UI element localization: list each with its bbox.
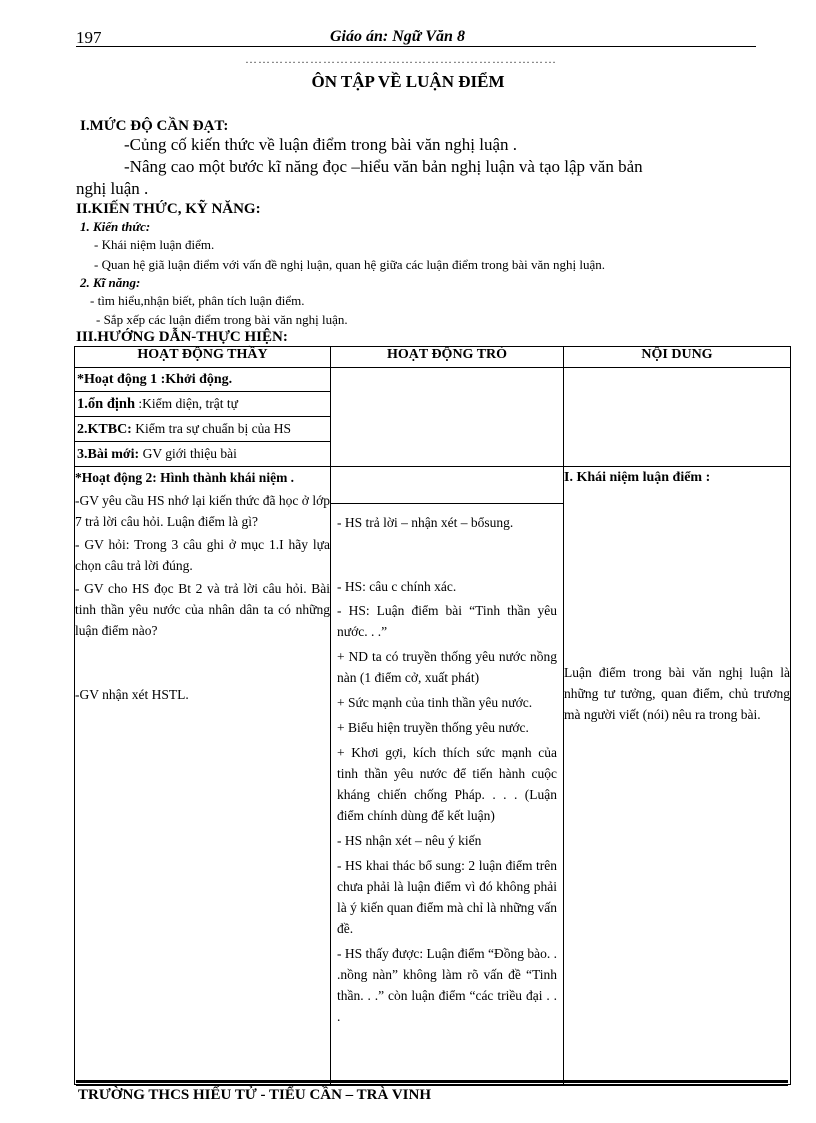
knowledge-heading: 1. Kiến thức: xyxy=(80,219,151,234)
skill-item: - tìm hiểu,nhận biết, phân tích luận điểm. xyxy=(90,293,305,308)
content-definition: Luận điểm trong bài văn nghị luận là những tư tưởng, quan điểm, chủ trương mà người viết (nói) nêu ra trong bài. xyxy=(564,665,790,722)
page-number: 197 xyxy=(76,28,102,47)
teacher-step: -GV nhận xét HSTL. xyxy=(75,687,189,702)
student-response: + Biểu hiện truyền thống yêu nước. xyxy=(337,720,529,735)
column-header-content: NỘI DUNG xyxy=(564,347,791,368)
header-divider xyxy=(76,46,756,47)
activity-2-content-cell xyxy=(564,467,791,1085)
header-dots: ……………………………………………………………… xyxy=(245,52,557,66)
footer-school-name: TRƯỜNG THCS HIẾU TỬ - TIỂU CẦN – TRÀ VINH xyxy=(78,1087,431,1103)
activity-1-line: 2.KTBC: Kiểm tra sự chuẩn bị của HS xyxy=(75,417,330,442)
knowledge-item: - Quan hệ giã luận điểm với vấn đề nghị luận, quan hệ giữa các luận điểm trong bài văn nghị luận. xyxy=(94,257,606,272)
student-response: - HS thấy được: Luận điểm “Đồng bào. . .nồng nàn” không làm rõ vấn đề “Tinh thần. . .” còn luận điểm “các triều đại . . . xyxy=(337,946,557,1024)
activity-2-title: *Hoạt động 2: Hình thành khái niệm . xyxy=(75,470,295,485)
footer-divider xyxy=(76,1085,788,1086)
skill-item: - Sắp xếp các luận điểm trong bài văn nghị luận. xyxy=(96,312,348,327)
activity-1-line: 1.ổn định :Kiểm diện, trật tự xyxy=(75,392,330,417)
activity-1-student-cell xyxy=(331,368,564,467)
objective-2-continued: nghị luận . xyxy=(76,179,149,198)
student-response: + Sức mạnh của tinh thần yêu nước. xyxy=(337,695,533,710)
teacher-step: -GV yêu cầu HS nhớ lại kiến thức đã học ở lớp 7 trả lời câu hỏi. Luận điểm là gì? xyxy=(75,493,330,529)
lesson-table xyxy=(74,346,791,1085)
student-response: - HS trả lời – nhận xét – bổsung. xyxy=(337,515,514,530)
skill-heading: 2. Kĩ năng: xyxy=(80,275,141,290)
section-3-heading: III.HƯỚNG DẪN-THỰC HIỆN: xyxy=(76,329,288,345)
activity-1-content-cell xyxy=(564,368,791,467)
table-row xyxy=(75,467,791,1085)
footer-divider xyxy=(76,1080,788,1083)
table-header-row xyxy=(75,347,791,368)
activity-2-teacher-cell xyxy=(75,467,331,1085)
student-response: - HS: câu c chính xác. xyxy=(337,579,457,594)
student-response: - HS khai thác bổ sung: 2 luận điểm trên chưa phải là luận điểm vì đó không phải là ý kiến quan điểm mà chỉ là những vấn đề. xyxy=(337,858,557,936)
objective-2: -Nâng cao một bước kĩ năng đọc –hiểu văn bản nghị luận và tạo lập văn bản xyxy=(124,157,643,176)
column-header-teacher: HOẠT ĐỘNG THẦY xyxy=(75,347,331,368)
activity-1-title: *Hoạt động 1 :Khởi động. xyxy=(75,368,330,392)
student-response: + ND ta có truyền thống yêu nước nồng nàn (1 điểm cở, xuất phát) xyxy=(337,649,557,685)
table-row xyxy=(75,368,791,467)
section-1-heading: I.MỨC ĐỘ CẦN ĐẠT: xyxy=(80,118,229,134)
running-title: Giáo án: Ngữ Văn 8 xyxy=(330,28,465,45)
cell-spacer xyxy=(331,467,563,504)
teacher-step: - GV hỏi: Trong 3 câu ghi ở mục 1.I hãy lựa chọn câu trả lời đúng. xyxy=(75,537,330,573)
activity-2-student-cell xyxy=(331,467,564,1085)
content-heading: I. Khái niệm luận điểm : xyxy=(564,470,711,485)
student-response: + Khơi gợi, kích thích sức mạnh của tinh thần yêu nước để tiến hành cuộc kháng chiến chống Pháp. . . . (Luận điểm chính dùng để kết luận) xyxy=(337,745,557,823)
teacher-step: - GV cho HS đọc Bt 2 và trả lời câu hỏi. Bài tinh thần yêu nước của nhân dân ta có những luận điểm nào? xyxy=(75,581,330,638)
page-title: ÔN TẬP VỀ LUẬN ĐIỂM xyxy=(311,72,505,91)
knowledge-item: - Khái niệm luận điểm. xyxy=(94,237,215,252)
activity-1-cell xyxy=(75,368,331,467)
objective-1: -Củng cố kiến thức về luận điểm trong bài văn nghị luận . xyxy=(124,135,518,154)
student-response: - HS nhận xét – nêu ý kiến xyxy=(337,833,482,848)
activity-1-line: 3.Bài mới: GV giới thiệu bài xyxy=(77,446,237,462)
student-response: - HS: Luận điểm bài “Tinh thần yêu nước. . .” xyxy=(337,603,557,639)
section-2-heading: II.KIẾN THỨC, KỸ NĂNG: xyxy=(76,201,261,217)
column-header-student: HOẠT ĐỘNG TRÒ xyxy=(331,347,564,368)
